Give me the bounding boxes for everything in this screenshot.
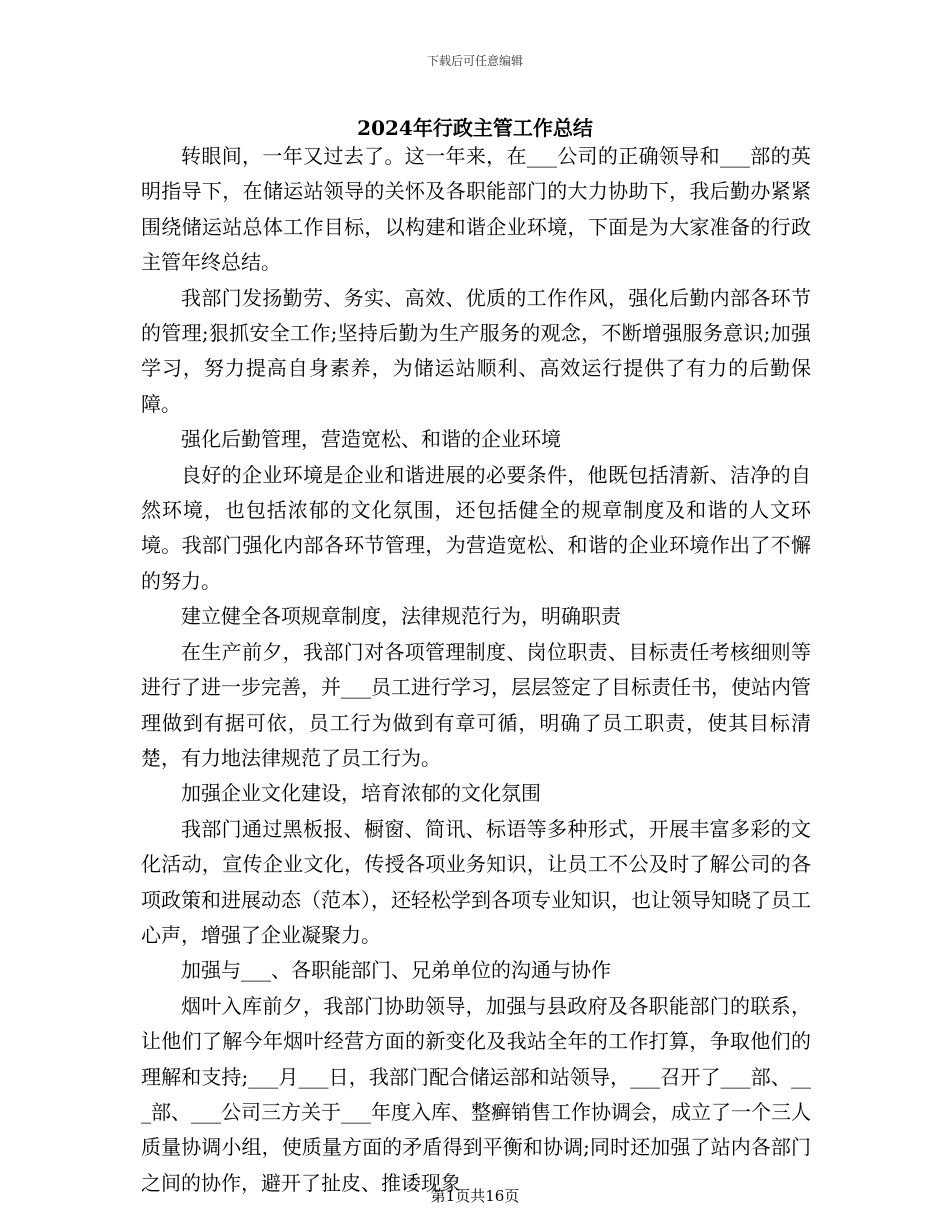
- paragraph: 良好的企业环境是企业和谐进展的必要条件，他既包括清新、洁净的自然环境，也包括浓郁的文化氛围，还包括健全的规章制度及和谐的人文环境。我部门强化内部各环节管理，为营造宽松、和谐的企业环境作出了不懈的努力。: [141, 462, 811, 593]
- section-heading: 强化后勤管理，营造宽松、和谐的企业环境: [181, 427, 561, 452]
- paragraph: 我部门通过黑板报、橱窗、简讯、标语等多种形式，开展丰富多彩的文化活动，宣传企业文化，传授各项业务知识，让员工不公及时了解公司的各项政策和进展动态（范本），还轻松学到各项专业知识，也让领导知晓了员工心声，增强了企业凝聚力。: [141, 816, 811, 947]
- paragraph: 在生产前夕，我部门对各项管理制度、岗位职责、目标责任考核细则等进行了进一步完善，并___员工进行学习，层层签定了目标责任书，使站内管理做到有据可依，员工行为做到有章可循，明确了员工职责，使其目标清楚，有力地法律规范了员工行为。: [141, 639, 811, 770]
- paragraph: 烟叶入库前夕，我部门协助领导，加强与县政府及各职能部门的联系，让他们了解今年烟叶经营方面的新变化及我站全年的工作打算，争取他们的理解和支持;___月___日，我部门配合储运部和站领导，___召开了___部、___部、___公司三方关于___年度入库、整癣销售工作协调会，成立了一个三人质量协调小组，使质量方面的矛盾得到平衡和协调;同时还加强了站内各部门之间的协作，避开了扯皮、推诿现象: [141, 993, 811, 1195]
- section-heading: 加强与___、各职能部门、兄弟单位的沟通与协作: [181, 958, 611, 983]
- section-heading: 建立健全各项规章制度，法律规范行为，明确职责: [181, 604, 621, 629]
- document-body: [141, 139, 811, 1201]
- paragraph-work-style: 我部门发扬勤劳、务实、高效、优质的工作作风，强化后勤内部各环节的管理;狠抓安全工作;坚持后勤为生产服务的观念，不断增强服务意识;加强学习，努力提高自身素养，为储运站顺利、高效运行提供了有力的后勤保障。: [141, 285, 811, 416]
- document-title: 2024年行政主管工作总结: [357, 116, 593, 140]
- paragraph-intro: 转眼间，一年又过去了。这一年来，在___公司的正确领导和___部的英明指导下，在储运站领导的关怀及各职能部门的大力协助下，我后勤办紧紧围绕储运站总体工作目标，以构建和谐企业环境，下面是为大家准备的行政主管年终总结。: [141, 144, 811, 275]
- page-footer: 第1页共16页: [430, 1187, 520, 1205]
- section-heading: 加强企业文化建设，培育浓郁的文化氛围: [181, 781, 541, 806]
- page-header: 下载后可任意编辑: [426, 54, 523, 68]
